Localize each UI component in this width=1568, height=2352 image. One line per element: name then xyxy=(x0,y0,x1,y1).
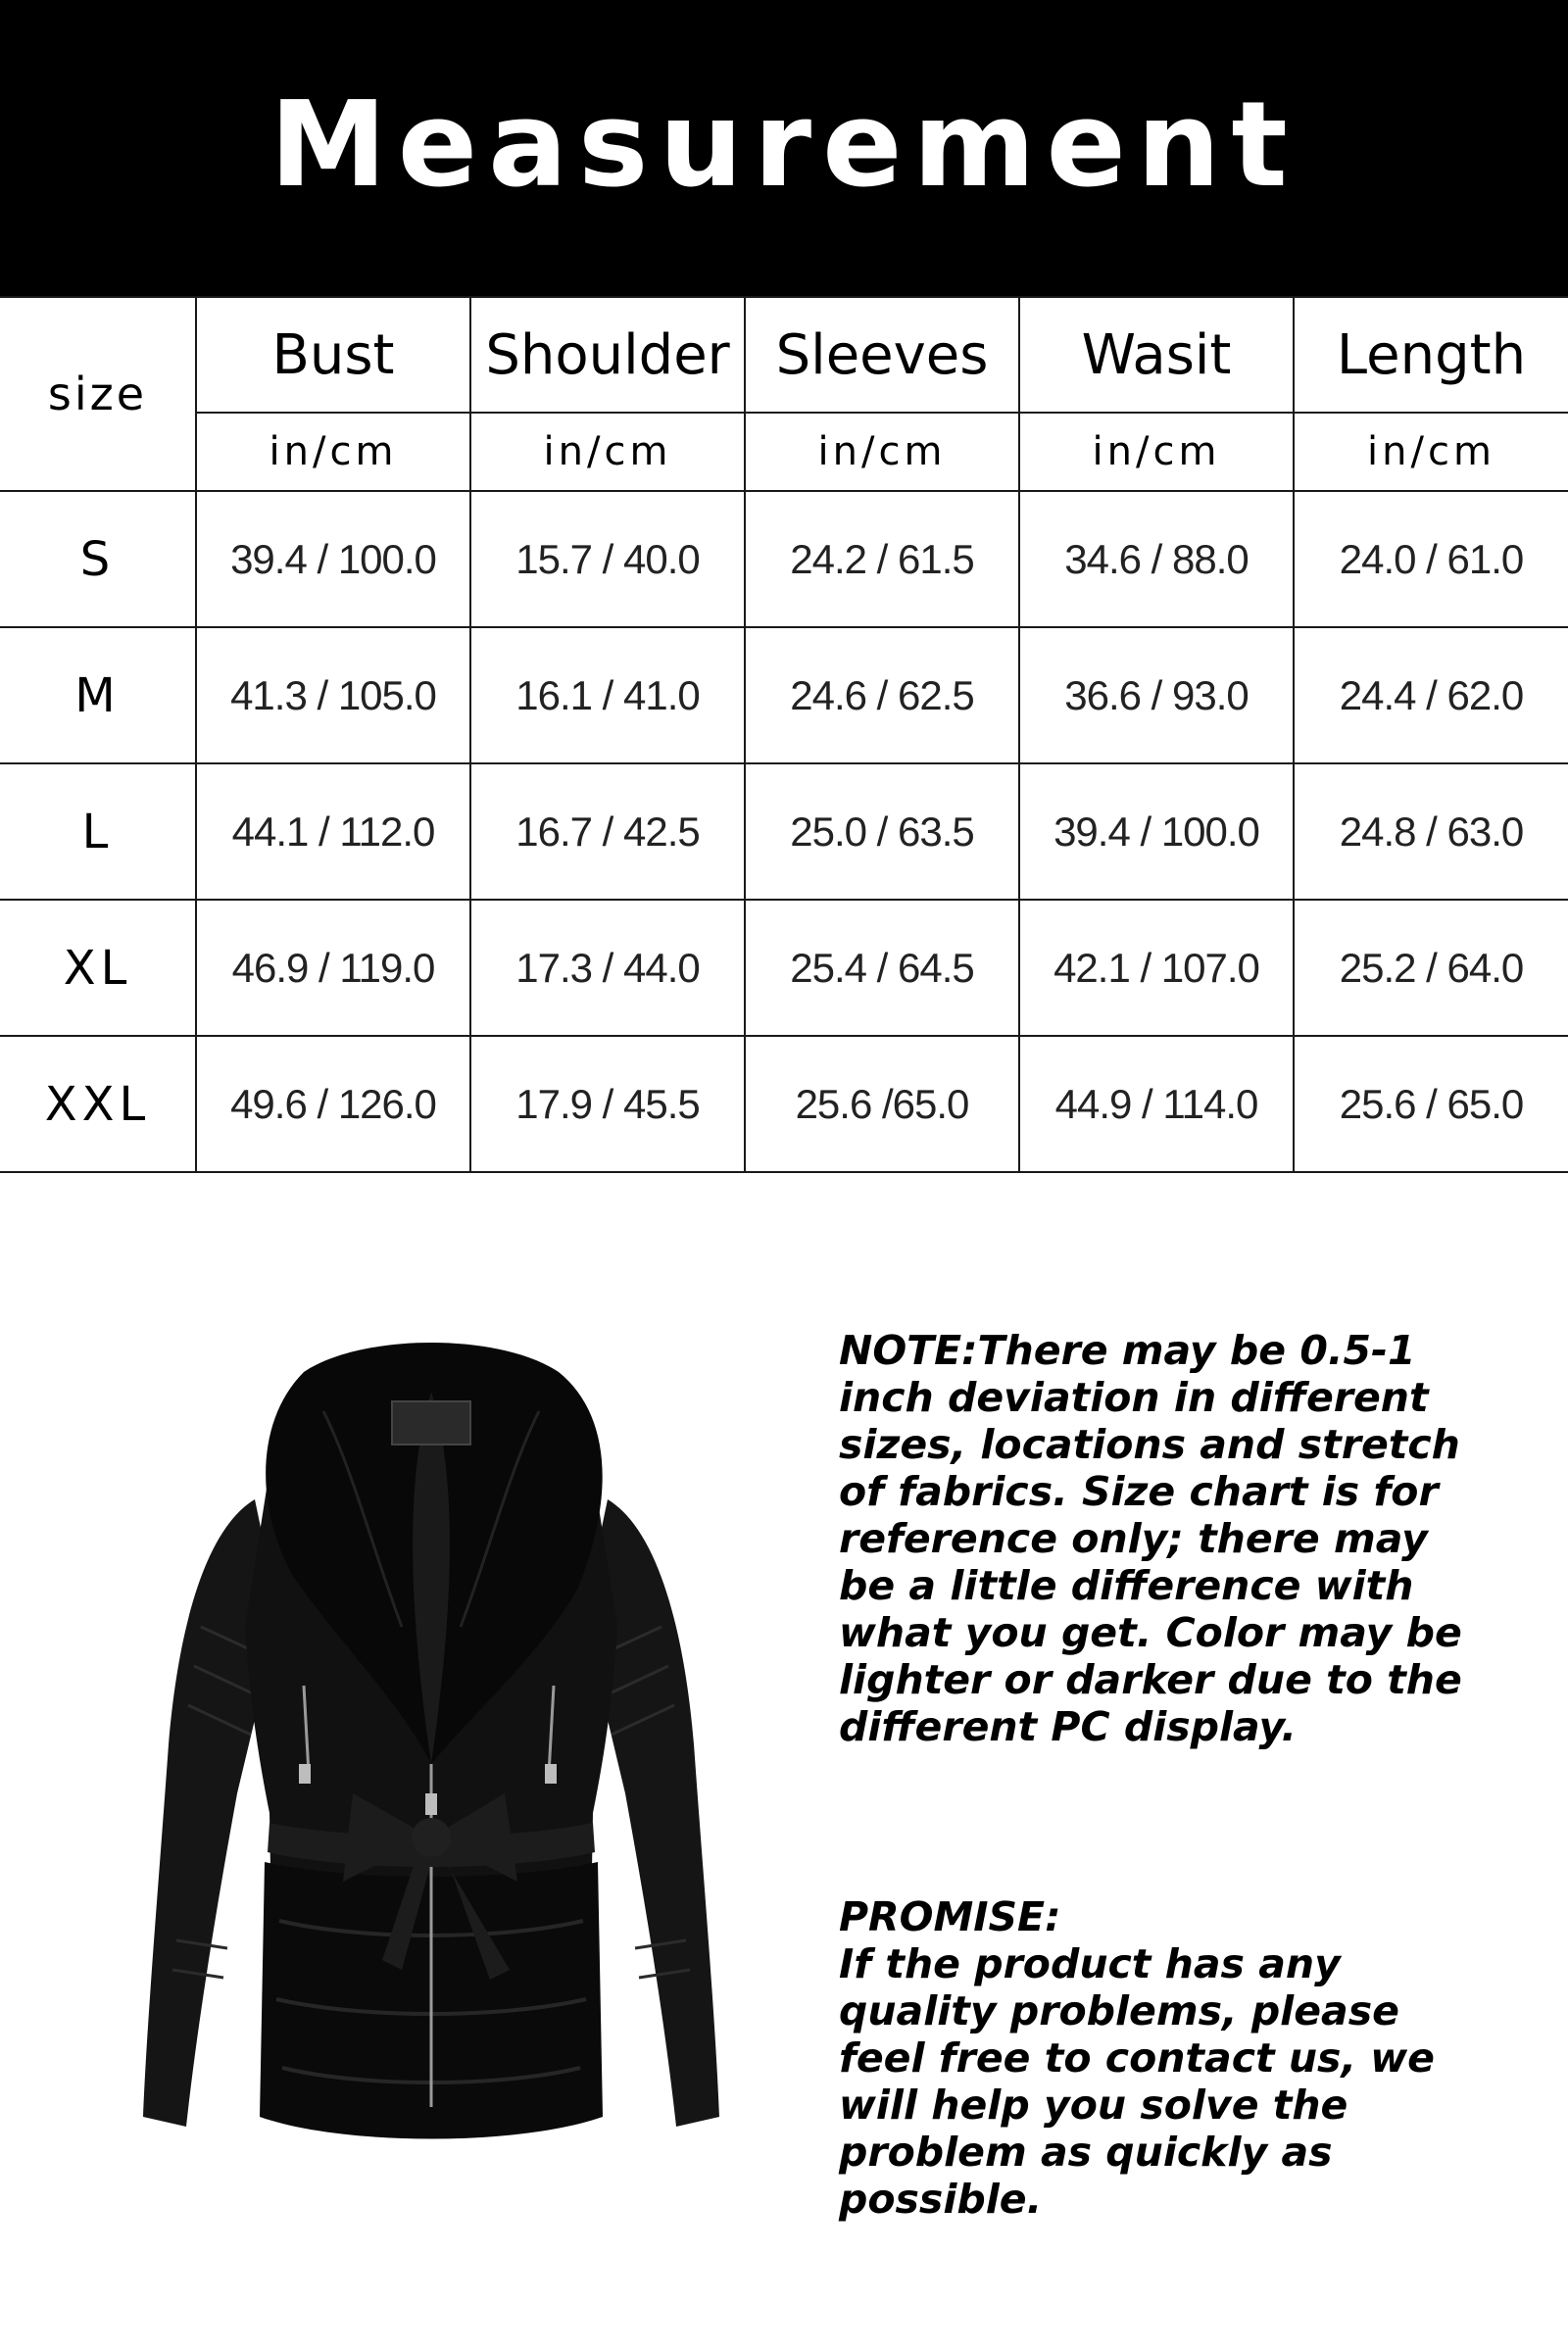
promise-title: PROMISE: xyxy=(839,1893,1061,1940)
value-cell: 24.8 / 63.0 xyxy=(1294,763,1568,900)
value-cell: 24.4 / 62.0 xyxy=(1294,627,1568,763)
value-cell: 17.3 / 44.0 xyxy=(470,900,745,1036)
column-header-shoulder: Shoulder xyxy=(470,297,745,413)
value-cell: 16.1 / 41.0 xyxy=(470,627,745,763)
header-banner xyxy=(0,0,1568,296)
table-row xyxy=(0,1036,1568,1172)
unit-label: in/cm xyxy=(470,413,745,491)
value-cell: 49.6 / 126.0 xyxy=(196,1036,470,1172)
value-cell: 44.9 / 114.0 xyxy=(1019,1036,1294,1172)
column-header-length: Length xyxy=(1294,297,1568,413)
product-image xyxy=(108,1333,755,2146)
column-header-waist: Wasit xyxy=(1019,297,1294,413)
value-cell: 24.6 / 62.5 xyxy=(745,627,1019,763)
column-header-sleeves: Sleeves xyxy=(745,297,1019,413)
table-row xyxy=(0,763,1568,900)
value-cell: 17.9 / 45.5 xyxy=(470,1036,745,1172)
value-cell: 24.0 / 61.0 xyxy=(1294,491,1568,627)
value-cell: 42.1 / 107.0 xyxy=(1019,900,1294,1036)
size-chart-table xyxy=(0,296,1568,1173)
promise-block xyxy=(839,1893,1486,2223)
value-cell: 39.4 / 100.0 xyxy=(1019,763,1294,900)
value-cell: 36.6 / 93.0 xyxy=(1019,627,1294,763)
value-cell: 25.0 / 63.5 xyxy=(745,763,1019,900)
jacket-label xyxy=(392,1401,470,1445)
value-cell: 25.2 / 64.0 xyxy=(1294,900,1568,1036)
table-row xyxy=(0,627,1568,763)
table-unit-row xyxy=(0,413,1568,491)
value-cell: 24.2 / 61.5 xyxy=(745,491,1019,627)
size-cell: XL xyxy=(0,900,196,1036)
value-cell: 34.6 / 88.0 xyxy=(1019,491,1294,627)
table-header-row xyxy=(0,297,1568,413)
size-cell: XXL xyxy=(0,1036,196,1172)
value-cell: 25.6 /65.0 xyxy=(745,1036,1019,1172)
value-cell: 44.1 / 112.0 xyxy=(196,763,470,900)
size-cell: S xyxy=(0,491,196,627)
note-text: NOTE:There may be 0.5-1 inch deviation in different sizes, locations and stretch of fabrics. Size chart is for reference only; there may be a little difference with what you get. Color may be lighter or darker due to the different PC display. xyxy=(839,1327,1462,1750)
value-cell: 25.6 / 65.0 xyxy=(1294,1036,1568,1172)
value-cell: 39.4 / 100.0 xyxy=(196,491,470,627)
unit-label: in/cm xyxy=(1019,413,1294,491)
value-cell: 25.4 / 64.5 xyxy=(745,900,1019,1036)
unit-label: in/cm xyxy=(1294,413,1568,491)
value-cell: 41.3 / 105.0 xyxy=(196,627,470,763)
promise-text: If the product has any quality problems, please feel free to contact us, we will help you solve the problem as quickly as possible. xyxy=(839,1940,1435,2223)
value-cell: 15.7 / 40.0 xyxy=(470,491,745,627)
size-column-header: size xyxy=(0,297,196,491)
unit-label: in/cm xyxy=(196,413,470,491)
page-title: Measurement xyxy=(270,76,1298,214)
size-cell: L xyxy=(0,763,196,900)
column-header-bust: Bust xyxy=(196,297,470,413)
unit-label: in/cm xyxy=(745,413,1019,491)
value-cell: 16.7 / 42.5 xyxy=(470,763,745,900)
size-cell: M xyxy=(0,627,196,763)
table-row xyxy=(0,491,1568,627)
table-row xyxy=(0,900,1568,1036)
value-cell: 46.9 / 119.0 xyxy=(196,900,470,1036)
